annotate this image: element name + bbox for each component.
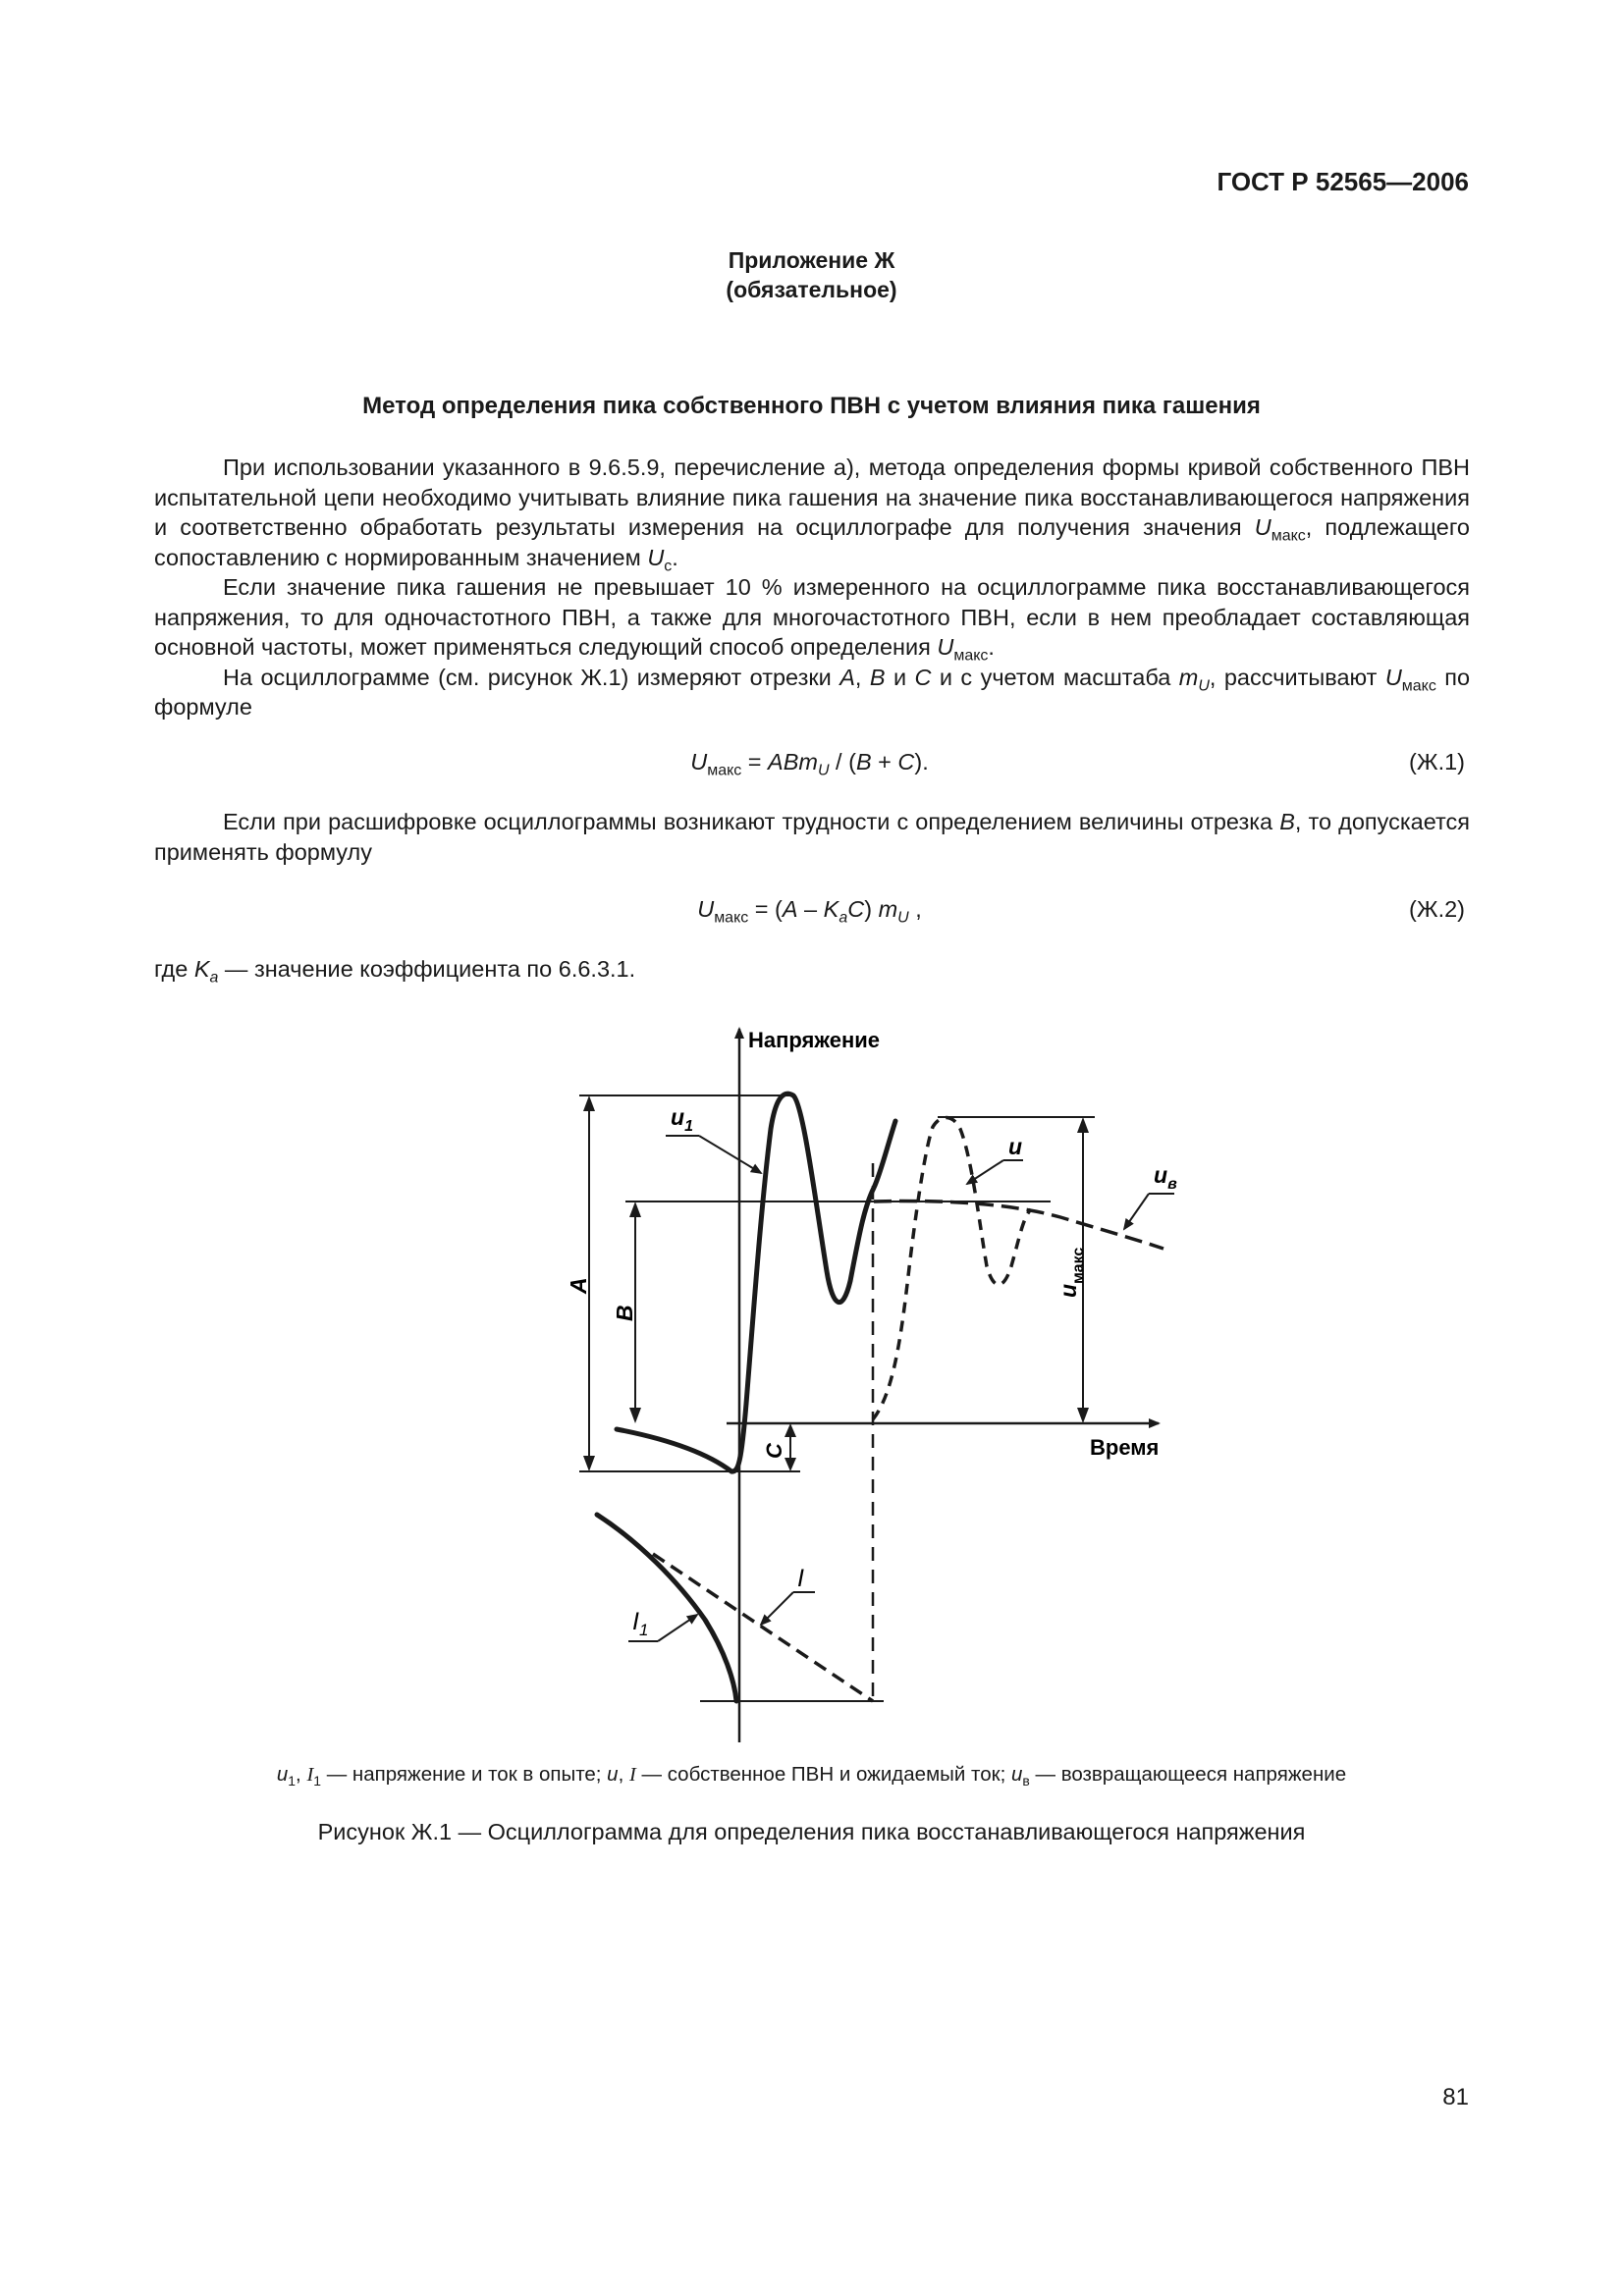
label-b: B [612,1305,637,1321]
label-c: C [762,1443,786,1459]
paragraph-2: Если значение пика гашения не превышает 10 % измеренного на осциллограмме пика восстанавливающегося напряжения, то для одночастотного ПВН, а также для многочастотного ПВН, если в нем преобладает составляющая основной частоты, может применяться следующий способ определения $U_{макс}$. [154,574,1470,665]
paragraph-3: На осциллограмме (см. рисунок Ж.1) измеряют отрезки A, B и C и с учетом масштаба $m_U$, рассчитывают $U_{макс}$ по формуле [154,664,1471,720]
leader-i1 [658,1615,697,1641]
dimension-a-arrow-top [583,1095,595,1111]
formula-1-number: (Ж.1) [1409,749,1465,774]
formula-2-expression: $U_{макс} = (A - K_aC)$ $m_U$ , [697,896,922,927]
u1-curve [617,1094,895,1471]
label-i: I [797,1565,804,1592]
oscillogram-figure [0,1011,1623,1757]
leader-ub [1124,1194,1149,1229]
formula-2 [154,896,1465,928]
dimension-a-arrow-bottom [583,1456,595,1471]
label-a: A [566,1277,591,1294]
body-text-block-1 [154,453,1470,722]
body-text-block-3 [154,954,1470,985]
i-line [653,1554,873,1701]
label-umax: $u_{макс}$ [1055,1247,1087,1298]
figure-caption: Рисунок Ж.1 — Осциллограмма для определения пика восстанавливающегося напряжения [317,1819,1306,1844]
leader-i [761,1592,793,1625]
formula-2-number: (Ж.2) [1409,896,1465,922]
label-ub: $u_в$ [1154,1162,1177,1193]
appendix-status: (обязательное) [726,277,897,302]
body-text-block-2 [154,807,1470,867]
section-title: Метод определения пика собственного ПВН с учетом влияния пика гашения [362,393,1261,419]
voltage-axis-label: Напряжение [748,1028,880,1052]
dimension-c-arrow-bottom [784,1458,796,1471]
dimension-c-arrow-top [784,1423,796,1437]
dimension-b-arrow-top [629,1201,641,1217]
label-u: u [1008,1134,1023,1159]
time-axis-label: Время [1090,1435,1160,1460]
paragraph-5: где $K_a$ — значение коэффициента по 6.6.3.1. [154,956,636,987]
dimension-b-arrow-bottom [629,1408,641,1423]
standard-number: ГОСТ Р 52565—2006 [1217,167,1469,196]
figure-legend: $u_1$, $I_1$ — напряжение и ток в опыте; u, I — собственное ПВН и ожидаемый ток; $u_в$ — возвращающееся напряжение [276,1763,1347,1789]
u-curve [873,1118,1031,1420]
label-u1: $u_1$ [671,1104,693,1135]
paragraph-4: Если при расшифровке осциллограммы возникают трудности с определением величины отрезка B, то допускается применять формулу [154,809,1471,865]
appendix-title: Приложение Ж [728,247,895,273]
dimension-umax-arrow-bottom [1077,1408,1089,1423]
formula-1 [154,749,1465,780]
label-i1: $I_1$ [632,1608,649,1639]
i1-curve [597,1515,736,1701]
appendix-heading [0,245,1623,304]
paragraph-1: При использовании указанного в 9.6.5.9, перечисление а), метода определения формы кривой собственного ПВН испытательной цепи необходимо учитывать влияние пика гашения на значение пика восстанавливающегося напряжения и соответственно обработать результаты измерения на осциллографе для получения значения $U_{макс}$, подлежащего сопоставлению с нормированным значением $U_c$. [154,454,1470,575]
leader-u1 [699,1136,761,1173]
formula-1-expression: $U_{макс} = ABm_U / (B + C)$. [690,749,929,779]
page-number: 81 [1442,2084,1469,2110]
dimension-umax-arrow-top [1077,1117,1089,1133]
